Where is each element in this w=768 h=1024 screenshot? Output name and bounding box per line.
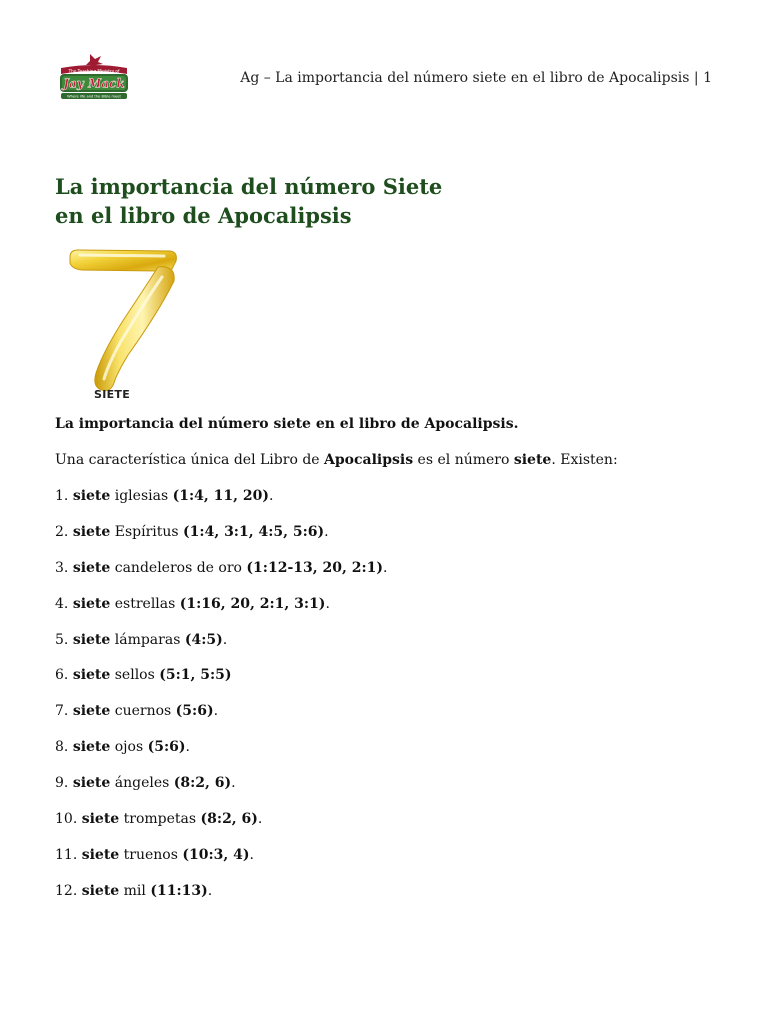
svg-text:Where life and the Bible meet: Where life and the Bible meet xyxy=(67,94,121,99)
list-item: 3. siete candeleros de oro (1:12-13, 20, 2:1). xyxy=(55,559,388,576)
figure-caption: SIETE xyxy=(94,388,131,401)
ministry-logo xyxy=(57,50,131,102)
golden-seven-image xyxy=(58,243,194,403)
list-item: 11. siete truenos (10:3, 4). xyxy=(55,846,254,863)
list-item: 2. siete Espíritus (1:4, 3:1, 4:5, 5:6). xyxy=(55,523,329,540)
document-body xyxy=(55,414,715,917)
list-item: 12. siete mil (11:13). xyxy=(55,882,213,899)
list-item: 1. siete iglesias (1:4, 11, 20). xyxy=(55,488,274,504)
list-item: 5. siete lámparas (4:5). xyxy=(55,631,228,648)
page-title xyxy=(55,172,442,230)
list-item: 4. siete estrellas (1:16, 20, 2:1, 3:1). xyxy=(55,595,330,612)
title-line-1: La importancia del número Siete xyxy=(55,174,443,199)
svg-text:The Teaching Ministry of: The Teaching Ministry of xyxy=(68,68,120,74)
list-item: 6. siete sellos (5:1, 5:5) xyxy=(55,667,232,684)
sevens-list xyxy=(55,486,715,901)
title-line-2: en el libro de Apocalipsis xyxy=(55,203,352,228)
list-item: 7. siete cuernos (5:6). xyxy=(55,703,219,720)
section-subtitle: La importancia del número siete en el libro de Apocalipsis. xyxy=(55,416,519,432)
list-item: 8. siete ojos (5:6). xyxy=(55,739,190,756)
list-item: 9. siete ángeles (8:2, 6). xyxy=(55,775,236,792)
list-item: 10. siete trompetas (8:2, 6). xyxy=(55,811,263,828)
svg-text:Jay Mack: Jay Mack xyxy=(63,76,125,91)
intro-paragraph: Una característica única del Libro de Apocalipsis es el número siete. Existen: xyxy=(55,452,618,468)
running-header: Ag – La importancia del número siete en el libro de Apocalipsis | 1 xyxy=(240,70,712,86)
